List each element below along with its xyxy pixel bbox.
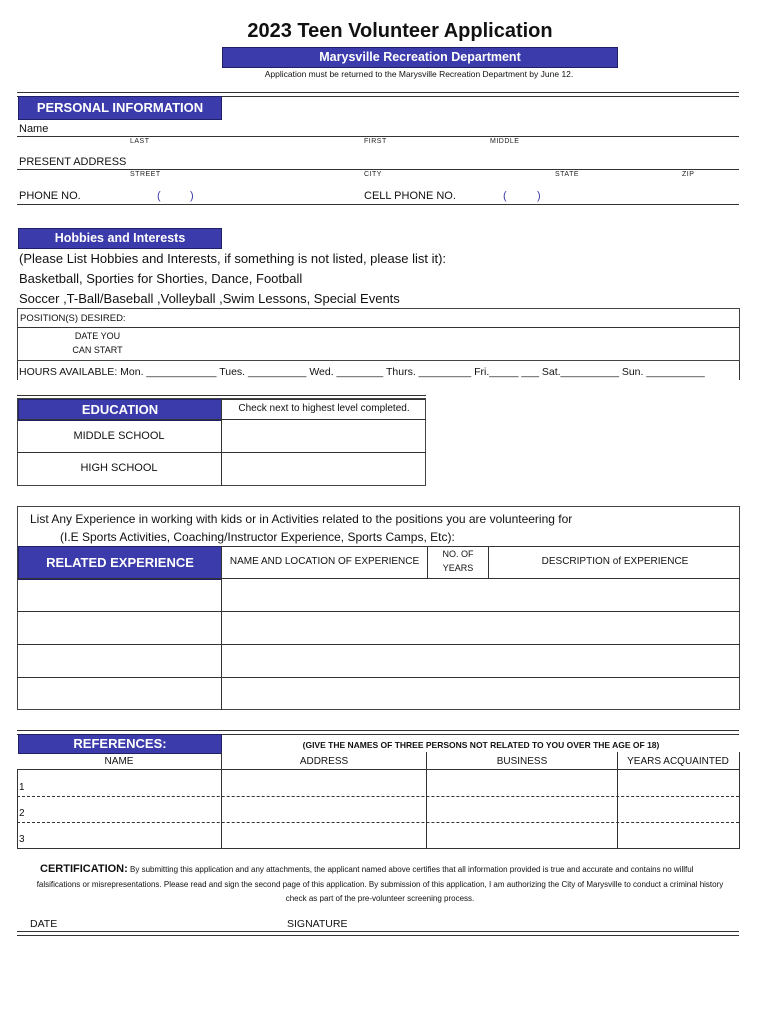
department-banner: Marysville Recreation Department — [222, 47, 618, 68]
hours-right-border — [739, 361, 740, 380]
personal-info-heading: PERSONAL INFORMATION — [18, 96, 222, 120]
address-field[interactable] — [125, 155, 739, 169]
certification-text-3: check as part of the pre-volunteer screening process. — [285, 894, 475, 903]
exp-col-divider-3 — [488, 546, 489, 578]
last-caption: LAST — [130, 138, 150, 145]
start-date-field[interactable] — [140, 330, 735, 358]
phone-field[interactable] — [157, 188, 357, 203]
page-title: 2023 Teen Volunteer Application — [247, 20, 553, 42]
ref-col-address: ADDRESS — [299, 756, 349, 767]
phone-paren-open: ( — [157, 190, 161, 202]
date-start-label-1: DATE YOU — [74, 331, 121, 341]
hours-available[interactable]: HOURS AVAILABLE: Mon. ____________ Tues. __________ Wed. ________ Thurs. _________ Fri._____ ___ Sat.__________ Sun. __________ — [19, 366, 705, 378]
experience-row-3[interactable] — [18, 645, 739, 676]
ref-row-number-2: 2 — [19, 808, 25, 819]
experience-row-4[interactable] — [18, 678, 739, 709]
phone-paren-close: ) — [190, 190, 194, 202]
positions-divider — [17, 327, 740, 328]
phone-underline — [17, 204, 739, 205]
name-field[interactable] — [60, 122, 739, 136]
col-name-location: NAME AND LOCATION OF EXPERIENCE — [229, 556, 420, 567]
experience-row-1[interactable] — [18, 579, 739, 610]
signature-label: SIGNATURE — [287, 918, 348, 930]
date-start-label-2: CAN START — [72, 345, 123, 355]
experience-instruction-1: List Any Experience in working with kids or in Activities related to the positions you are volunteering for — [30, 512, 573, 526]
reference-row-1[interactable] — [28, 770, 738, 795]
cell-paren-close: ) — [537, 190, 541, 202]
return-notice: Application must be returned to the Marysville Recreation Department by June 12. — [264, 69, 574, 79]
name-underline — [17, 136, 739, 137]
col-years-1: NO. OF — [442, 549, 474, 559]
city-caption: CITY — [364, 171, 382, 178]
date-field[interactable] — [60, 915, 280, 931]
middle-school-checkbox[interactable] — [222, 420, 425, 451]
references-heading: REFERENCES: — [18, 734, 222, 754]
ref-col-years: YEARS ACQUAINTED — [627, 756, 729, 767]
exp-header-top — [221, 546, 740, 547]
exp-col-divider-2 — [427, 546, 428, 578]
address-label: PRESENT ADDRESS — [19, 156, 127, 168]
col-years-2: YEARS — [442, 563, 474, 573]
certification-body-1: By submitting this application and any attachments, the applicant named above certifies that all information provided is true and accurate and contains no willful — [130, 865, 694, 874]
phone-label: PHONE NO. — [19, 190, 81, 202]
positions-label: POSITION(S) DESIRED: — [20, 313, 126, 324]
education-instruction: Check next to highest level completed. — [238, 403, 410, 414]
cell-paren-open: ( — [503, 190, 507, 202]
ref-row-number-1: 1 — [19, 782, 25, 793]
references-note: (GIVE THE NAMES OF THREE PERSONS NOT RELATED TO YOU OVER THE AGE OF 18) — [302, 740, 660, 750]
ref-bottom — [17, 848, 739, 849]
cell-phone-label: CELL PHONE NO. — [364, 190, 456, 202]
ref-right-border — [739, 752, 740, 849]
signature-line — [17, 931, 739, 936]
high-school-checkbox[interactable] — [222, 453, 425, 485]
ref-col-business: BUSINESS — [496, 756, 548, 767]
certification-text-1 — [40, 863, 740, 875]
high-school-label: HIGH SCHOOL — [80, 462, 158, 474]
cell-phone-field[interactable] — [503, 188, 739, 203]
hobbies-heading: Hobbies and Interests — [18, 228, 222, 249]
experience-instruction-2: (I.E Sports Activities, Coaching/Instructor Experience, Sports Camps, Etc): — [60, 530, 455, 544]
experience-row-2[interactable] — [18, 612, 739, 643]
positions-field[interactable] — [130, 310, 735, 326]
reference-row-3[interactable] — [28, 823, 738, 847]
signature-field[interactable] — [350, 915, 739, 931]
address-underline — [17, 169, 739, 170]
name-label: Name — [19, 123, 49, 135]
reference-row-2[interactable] — [28, 797, 738, 821]
ref-col-name: NAME — [104, 756, 134, 767]
zip-caption: ZIP — [682, 171, 695, 178]
middle-school-label: MIDDLE SCHOOL — [73, 430, 165, 442]
certification-label: CERTIFICATION: — [40, 863, 128, 875]
first-caption: FIRST — [364, 138, 387, 145]
street-caption: STREET — [130, 171, 161, 178]
date-label: DATE — [30, 918, 58, 930]
ref-left-border — [17, 769, 18, 849]
hobbies-list-2: Soccer ,T-Ball/Baseball ,Volleyball ,Swim Lessons, Special Events — [19, 291, 400, 306]
certification-text-2: falsifications or misrepresentations. Please read and sign the second page of this application. By submission of this application, I am authorizing the City of Marysville to conduct a criminal history — [36, 880, 724, 889]
hobbies-instruction: (Please List Hobbies and Interests, if something is not listed, please list it): — [19, 251, 447, 266]
education-heading: EDUCATION — [18, 399, 222, 421]
hobbies-list-1: Basketball, Sporties for Shorties, Dance, Football — [19, 271, 303, 286]
ref-row-number-3: 3 — [19, 834, 25, 845]
related-experience-heading: RELATED EXPERIENCE — [18, 546, 222, 580]
col-description: DESCRIPTION of EXPERIENCE — [541, 556, 689, 567]
state-caption: STATE — [555, 171, 580, 178]
hours-left-border — [17, 361, 18, 380]
middle-caption: MIDDLE — [490, 138, 520, 145]
